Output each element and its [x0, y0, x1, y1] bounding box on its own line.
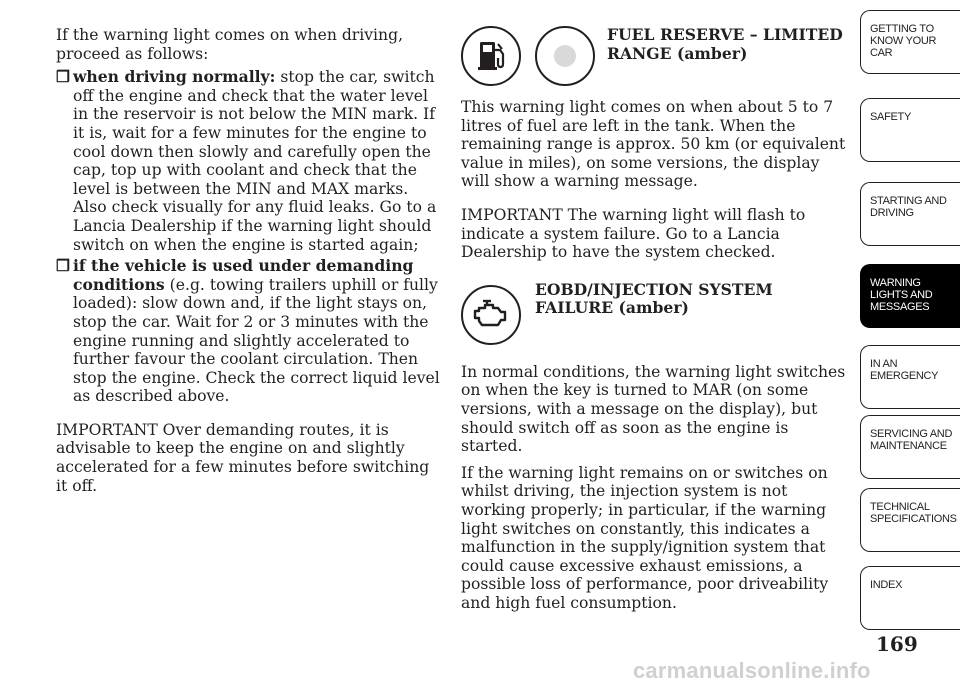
eobd-warning-title: EOBD/INJECTION SYSTEM FAILURE (amber): [535, 279, 773, 318]
fuel-pump-icon: [461, 26, 521, 86]
checkbox-bullet-icon: ❒: [56, 67, 70, 87]
fuel-warning-title: FUEL RESERVE – LIMITED RANGE (amber): [607, 25, 843, 63]
tab-getting-to-know-your-car[interactable]: GETTING TO KNOW YOUR CAR: [860, 10, 960, 74]
tab-technical-specifications[interactable]: TECHNICAL SPECIFICATIONS: [860, 488, 960, 552]
fuel-paragraph-1: This warning light comes on when about 5 to 7 litres of fuel are left in the tank. When the remaining range is approx. 50 km (or equivalent value in miles), on some versions, the display will show a warning message.: [461, 98, 846, 191]
engine-icon: [461, 285, 521, 345]
important-note: IMPORTANT Over demanding routes, it is advisable to keep the engine on and slightly accelerated for a few minutes before switching it off.: [56, 420, 430, 495]
left-column: [56, 26, 440, 495]
eobd-warning-header: [461, 281, 847, 363]
section-tabs: [856, 0, 960, 686]
list-item: [56, 257, 440, 406]
tab-in-an-emergency[interactable]: IN AN EMERGENCY: [860, 345, 960, 409]
tab-warning-lights-and-messages[interactable]: WARNING LIGHTS AND MESSAGES: [860, 264, 960, 328]
warning-light-indicator: [535, 26, 595, 86]
bullet-text: (e.g. towing trailers uphill or fully loaded): slow down and, if the light stays on, stop the car. Wait for 2 or 3 minutes with the engine running and slightly accelerated to further favour the coolant circulation. Then stop the engine. Check the correct liquid level as described above.: [73, 275, 440, 406]
page-number: 169: [876, 632, 918, 656]
list-item: [56, 68, 440, 254]
tab-servicing-and-maintenance[interactable]: SERVICING AND MAINTENANCE: [860, 415, 960, 479]
eobd-paragraph-2: If the warning light remains on or switches on whilst driving, the injection system is not working properly; in particular, if the warning light switches on constantly, this indicates a malfunction in the supply/ignition system that could cause excessive exhaust emissions, a possible loss of performance, poor driveability and high fuel consumption.: [461, 463, 829, 612]
fuel-paragraph-2: IMPORTANT The warning light will flash to indicate a system failure. Go to a Lancia Dealership to have the system checked.: [461, 205, 806, 262]
tab-index[interactable]: INDEX: [860, 566, 960, 630]
fuel-warning-header: [461, 26, 847, 98]
checkbox-bullet-icon: ❒: [56, 256, 70, 276]
tab-starting-and-driving[interactable]: STARTING AND DRIVING: [860, 182, 960, 246]
bullet-text: stop the car, switch off the engine and check that the water level in the reservoir is not below the MIN mark. If it is, wait for a few minutes for the engine to cool down then slowly and carefully open the cap, top up with coolant and check that the level is between the MIN and MAX marks. Also check visually for any fluid leaks. Go to a Lancia Dealership if the warning light should switch on when the engine is started again;: [73, 68, 437, 254]
bullet-heading: if the vehicle is used under demanding conditions: [73, 256, 414, 294]
watermark: carmanualsonline.info: [633, 658, 871, 683]
bullet-heading: when driving normally:: [73, 67, 276, 87]
intro-paragraph: If the warning light comes on when driving, proceed as follows:: [56, 26, 404, 63]
right-column: [461, 26, 847, 612]
eobd-paragraph-1: In normal conditions, the warning light switches on when the key is turned to MAR (on some versions, with a message on the display), but should switch off as soon as the engine is started.: [461, 362, 846, 456]
tab-safety[interactable]: SAFETY: [860, 98, 960, 162]
